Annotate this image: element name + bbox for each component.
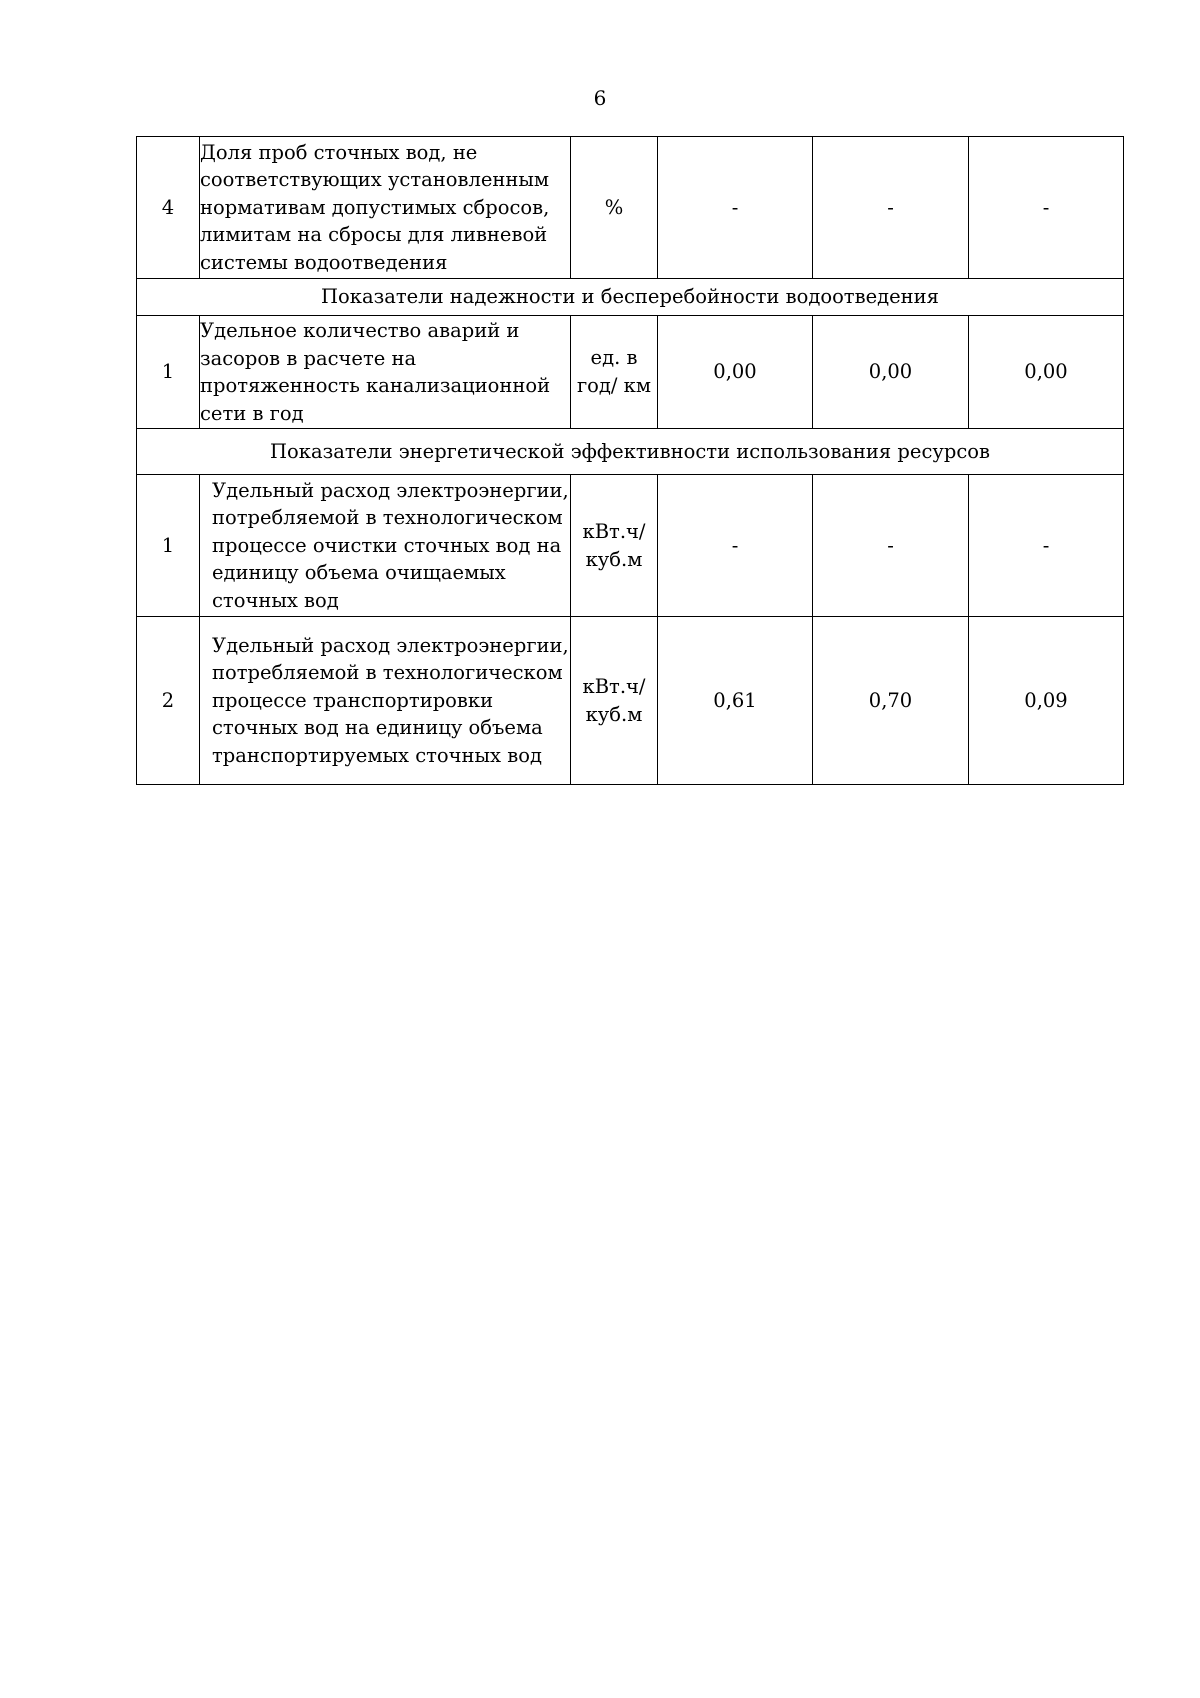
indicator-name: Доля проб сточных вод, не соответствующих установленным нормативам допустимых сбросов, лимитам на сбросы для ливневой системы водоотведения: [200, 137, 571, 279]
value-cell-2: -: [813, 475, 969, 617]
value-cell-1: -: [658, 475, 813, 617]
row-number: 1: [137, 475, 200, 617]
section-title-energy: Показатели энергетической эффективности использования ресурсов: [137, 429, 1124, 475]
value-cell-3: 0,00: [969, 316, 1124, 429]
row-number: 4: [137, 137, 200, 279]
value-cell-3: -: [969, 475, 1124, 617]
table-row: [137, 475, 1124, 617]
value-cell-2: 0,00: [813, 316, 969, 429]
value-cell-2: 0,70: [813, 617, 969, 785]
value-cell-1: -: [658, 137, 813, 279]
value-cell-3: -: [969, 137, 1124, 279]
unit-cell: кВт.ч/ куб.м: [571, 617, 658, 785]
table-row: [137, 617, 1124, 785]
row-number: 1: [137, 316, 200, 429]
unit-cell: кВт.ч/ куб.м: [571, 475, 658, 617]
value-cell-2: -: [813, 137, 969, 279]
indicator-name: Удельный расход электроэнергии, потребляемой в технологическом процессе очистки сточных вод на единицу объема очищаемых сточных вод: [200, 475, 571, 617]
unit-cell: %: [571, 137, 658, 279]
unit-cell: ед. в год/ км: [571, 316, 658, 429]
indicator-name: Удельное количество аварий и засоров в расчете на протяженность канализационной сети в год: [200, 316, 571, 429]
section-header-row: [137, 429, 1124, 475]
indicators-table: [136, 136, 1124, 785]
value-cell-3: 0,09: [969, 617, 1124, 785]
table-row: [137, 316, 1124, 429]
section-header-row: [137, 279, 1124, 316]
row-number: 2: [137, 617, 200, 785]
indicator-name: Удельный расход электроэнергии, потребляемой в технологическом процессе транспортировки сточных вод на единицу объема транспортируемых сточных вод: [200, 617, 571, 785]
value-cell-1: 0,61: [658, 617, 813, 785]
value-cell-1: 0,00: [658, 316, 813, 429]
page-number: 6: [593, 86, 607, 110]
table-row: [137, 137, 1124, 279]
section-title-reliability: Показатели надежности и бесперебойности водоотведения: [137, 279, 1124, 316]
